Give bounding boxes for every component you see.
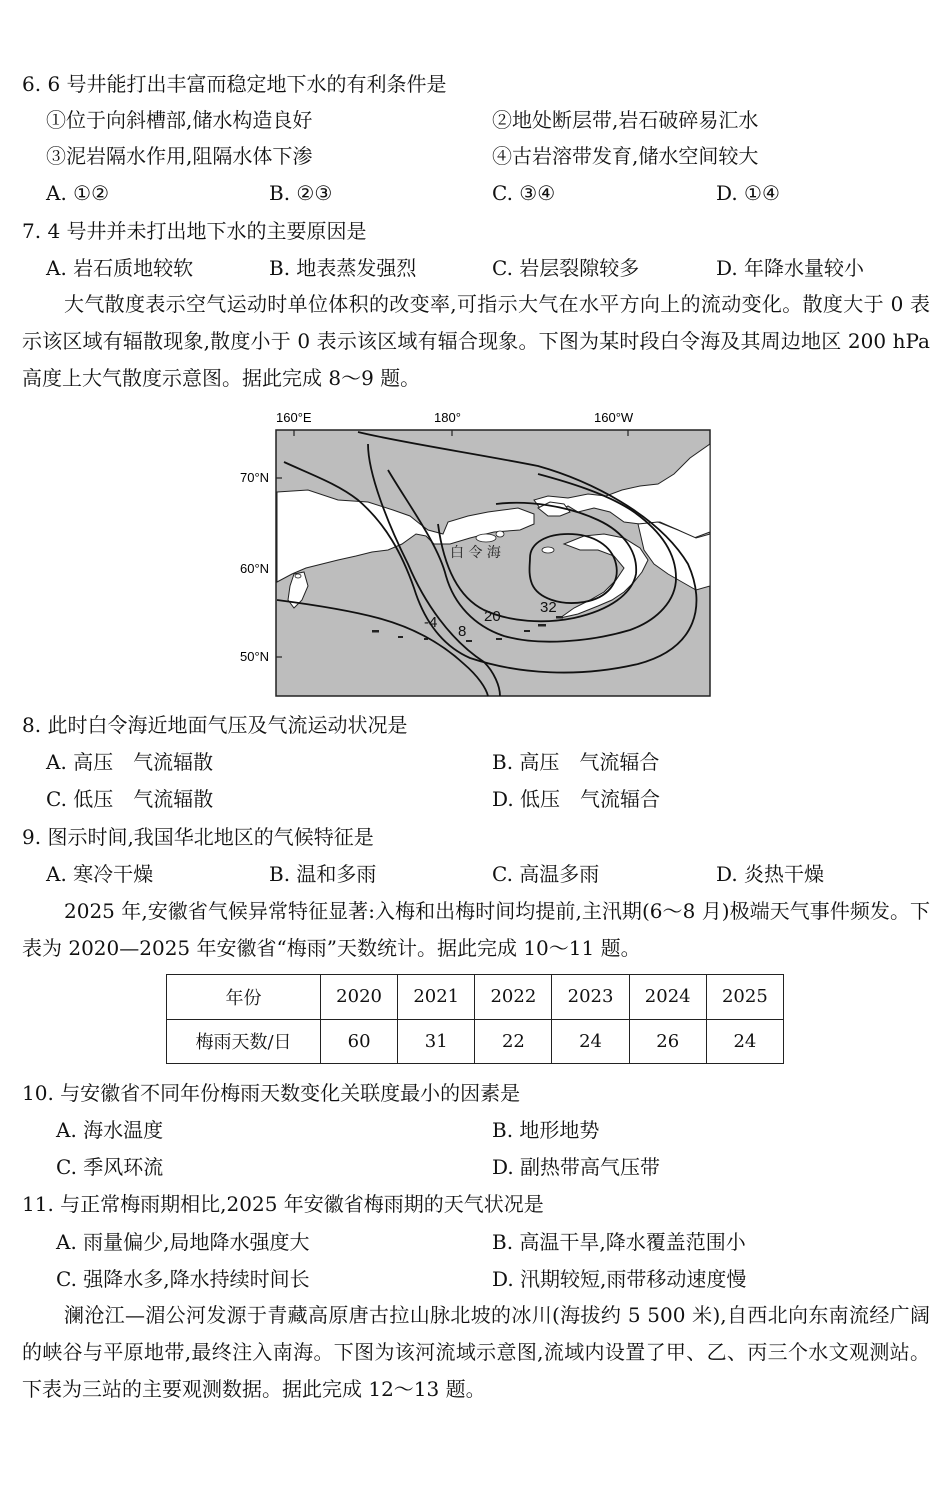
- q7-option-a: A. 岩石质地较软: [46, 256, 194, 280]
- table-cell-year: 2025: [706, 975, 783, 1020]
- q6-option-a: A. ①②: [46, 181, 110, 205]
- table-header-year: 年份: [167, 975, 321, 1020]
- table-cell-days: 31: [398, 1019, 475, 1064]
- q6-item: ④古岩溶带发育,储水空间较大: [492, 144, 759, 168]
- q8-option-b: B. 高压 气流辐合: [492, 750, 660, 774]
- q10-option-c: C. 季风环流: [56, 1155, 164, 1179]
- intro-12-13: 澜沧江—湄公河发源于青藏高原唐古拉山脉北坡的冰川(海拔约 5 500 米),自西北向东南流经广阔的峡谷与平原地带,最终注入南海。下图为该河流域示意图,流域内设置了甲、乙、丙三个水文观测站。下表为三站的主要观测数据。据此完成 12～13 题。: [22, 1303, 930, 1401]
- q11-stem: 11. 与正常梅雨期相比,2025 年安徽省梅雨期的天气状况是: [22, 1192, 544, 1216]
- contour-label: 32: [540, 599, 557, 616]
- q9-option-c: C. 高温多雨: [492, 862, 600, 886]
- q11-option-d: D. 汛期较短,雨带移动速度慢: [492, 1267, 747, 1291]
- table-cell-days: 24: [552, 1019, 629, 1064]
- q8-option-d: D. 低压 气流辐合: [492, 787, 661, 811]
- q7-option-d: D. 年降水量较小: [716, 256, 865, 280]
- lon-label-160w: 160°W: [594, 410, 634, 425]
- lon-label-180: 180°: [434, 410, 461, 425]
- q7-option-c: C. 岩层裂隙较多: [492, 256, 640, 280]
- contour-label: 8: [458, 623, 467, 640]
- q9-stem: 9. 图示时间,我国华北地区的气候特征是: [22, 825, 374, 849]
- q6-item: ②地处断层带,岩石破碎易汇水: [492, 108, 759, 132]
- intro-8-9: 大气散度表示空气运动时单位体积的改变率,可指示大气在水平方向上的流动变化。散度大于 0 表示该区域有辐散现象,散度小于 0 表示该区域有辐合现象。下图为某时段白令海及其周边地区 200 hPa 高度上大气散度示意图。据此完成 8～9 题。: [22, 292, 930, 390]
- q10-stem: 10. 与安徽省不同年份梅雨天数变化关联度最小的因素是: [22, 1081, 521, 1105]
- q9-option-a: A. 寒冷干燥: [46, 862, 154, 886]
- q6-item: ①位于向斜槽部,储水构造良好: [46, 108, 313, 132]
- q6-item: ③泥岩隔水作用,阻隔水体下渗: [46, 144, 313, 168]
- q11-option-c: C. 强降水多,降水持续时间长: [56, 1267, 310, 1291]
- lat-label-60n: 60°N: [240, 561, 270, 576]
- q11-option-b: B. 高温干旱,降水覆盖范围小: [492, 1230, 746, 1254]
- lat-label-70n: 70°N: [240, 470, 270, 485]
- table-header-days: 梅雨天数/日: [167, 1019, 321, 1064]
- table-cell-year: 2024: [629, 975, 706, 1020]
- table-row: [167, 975, 784, 1020]
- bering-sea-label: 白 令 海: [450, 545, 501, 561]
- table-cell-days: 22: [475, 1019, 552, 1064]
- table-cell-days: 26: [629, 1019, 706, 1064]
- table-cell-days: 24: [706, 1019, 783, 1064]
- contour-label: -4: [424, 614, 438, 631]
- q8-option-a: A. 高压 气流辐散: [46, 750, 214, 774]
- meiyu-days-table: [166, 974, 784, 1064]
- q7-option-b: B. 地表蒸发强烈: [269, 256, 417, 280]
- table-row: [167, 1019, 784, 1064]
- table-cell-year: 2021: [398, 975, 475, 1020]
- q6-stem: 6. 6 号井能打出丰富而稳定地下水的有利条件是: [22, 72, 447, 96]
- table-cell-year: 2020: [321, 975, 398, 1020]
- lat-label-50n: 50°N: [240, 649, 270, 664]
- intro-10-11: 2025 年,安徽省气候异常特征显著:入梅和出梅时间均提前,主汛期(6～8 月)极端天气事件频发。下表为 2020—2025 年安徽省“梅雨”天数统计。据此完成 10～11 题。: [22, 899, 930, 960]
- q10-option-d: D. 副热带高气压带: [492, 1155, 661, 1179]
- q9-option-b: B. 温和多雨: [269, 862, 377, 886]
- q7-stem: 7. 4 号井并未打出地下水的主要原因是: [22, 219, 367, 243]
- q6-option-c: C. ③④: [492, 181, 556, 205]
- q9-option-d: D. 炎热干燥: [716, 862, 825, 886]
- table-cell-days: 60: [321, 1019, 398, 1064]
- q8-option-c: C. 低压 气流辐散: [46, 787, 214, 811]
- contour-label: 20: [484, 608, 501, 625]
- table-cell-year: 2022: [475, 975, 552, 1020]
- q11-option-a: A. 雨量偏少,局地降水强度大: [56, 1230, 310, 1254]
- q10-option-b: B. 地形地势: [492, 1118, 600, 1142]
- lon-label-160e: 160°E: [276, 410, 312, 425]
- divergence-map: [238, 404, 712, 698]
- table-cell-year: 2023: [552, 975, 629, 1020]
- q6-option-d: D. ①④: [716, 181, 780, 205]
- q10-option-a: A. 海水温度: [56, 1118, 164, 1142]
- q8-stem: 8. 此时白令海近地面气压及气流运动状况是: [22, 713, 408, 737]
- q6-option-b: B. ②③: [269, 181, 333, 205]
